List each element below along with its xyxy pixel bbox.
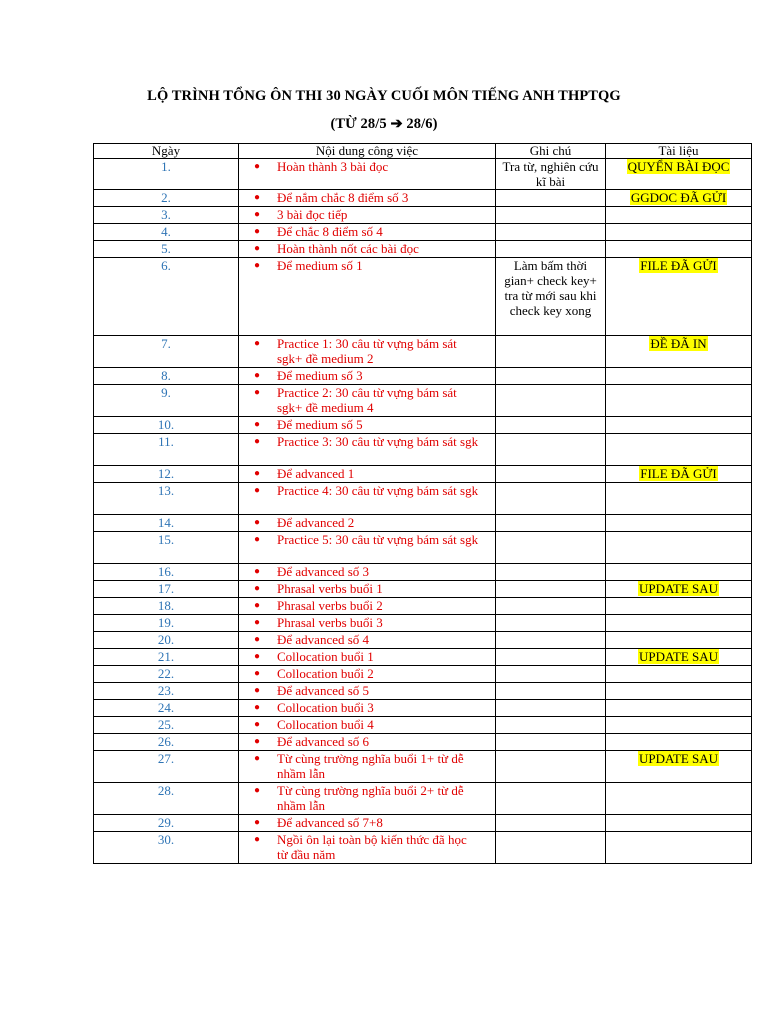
note-cell: [496, 434, 606, 466]
bullet-dot-icon: ●: [253, 817, 260, 828]
table-row: [94, 581, 752, 598]
header-note: Ghi chú: [496, 144, 606, 159]
note-cell: [496, 683, 606, 700]
task-cell: [239, 832, 496, 864]
bullet-dot-icon: ●: [253, 226, 260, 237]
task-cell: [239, 336, 496, 368]
table-row: [94, 666, 752, 683]
day-number: 28.: [94, 783, 239, 815]
task-text: Để advanced 1: [277, 466, 355, 481]
doc-cell: [606, 385, 752, 417]
doc-cell: [606, 434, 752, 466]
day-number: 22.: [94, 666, 239, 683]
task-text: 3 bài đọc tiếp: [277, 207, 348, 222]
table-row: [94, 385, 752, 417]
day-number: 13.: [94, 483, 239, 515]
day-number: 23.: [94, 683, 239, 700]
document-subtitle: (TỪ 28/5 ➔ 28/6): [330, 116, 438, 132]
task-text: Collocation buổi 2: [277, 666, 374, 681]
day-number: 29.: [94, 815, 239, 832]
doc-cell: [606, 564, 752, 581]
doc-cell: [606, 649, 752, 666]
doc-cell: [606, 207, 752, 224]
table-row: [94, 224, 752, 241]
task-cell: [239, 532, 496, 564]
note-cell: [496, 241, 606, 258]
day-number: 17.: [94, 581, 239, 598]
table-row: [94, 368, 752, 385]
task-text: Phrasal verbs buổi 3: [277, 615, 383, 630]
task-cell: [239, 815, 496, 832]
header-task: Nội dung công việc: [239, 144, 496, 159]
day-number: 30.: [94, 832, 239, 864]
table-header-row: [94, 144, 752, 159]
doc-status-highlight: FILE ĐÃ GỬI: [640, 258, 717, 273]
day-number: 6.: [94, 258, 239, 336]
day-number: 18.: [94, 598, 239, 615]
task-text: Phrasal verbs buổi 1: [277, 581, 383, 596]
doc-cell: [606, 483, 752, 515]
bullet-dot-icon: ●: [253, 617, 260, 628]
task-text: Hoàn thành nốt các bài đọc: [277, 241, 419, 256]
bullet-dot-icon: ●: [253, 161, 260, 172]
note-cell: [496, 466, 606, 483]
table-row: [94, 815, 752, 832]
note-cell: [496, 832, 606, 864]
bullet-dot-icon: ●: [253, 436, 260, 447]
table-row: [94, 734, 752, 751]
task-text: Để chắc 8 điểm số 4: [277, 224, 383, 239]
task-cell: [239, 241, 496, 258]
table-row: [94, 683, 752, 700]
note-cell: [496, 632, 606, 649]
task-text: Phrasal verbs buổi 2: [277, 598, 383, 613]
doc-cell: [606, 683, 752, 700]
table-row: [94, 515, 752, 532]
task-cell: [239, 632, 496, 649]
note-cell: [496, 700, 606, 717]
doc-status-highlight: QUYỂN BÀI ĐỌC: [627, 159, 730, 174]
bullet-dot-icon: ●: [253, 419, 260, 430]
doc-cell: [606, 258, 752, 336]
bullet-dot-icon: ●: [253, 338, 260, 349]
bullet-dot-icon: ●: [253, 566, 260, 577]
bullet-dot-icon: ●: [253, 753, 260, 764]
note-cell: [496, 368, 606, 385]
note-cell: [496, 783, 606, 815]
bullet-dot-icon: ●: [253, 834, 260, 845]
task-cell: [239, 368, 496, 385]
day-number: 12.: [94, 466, 239, 483]
task-text: Để advanced số 3: [277, 564, 370, 579]
table-row: [94, 832, 752, 864]
task-cell: [239, 207, 496, 224]
bullet-dot-icon: ●: [253, 243, 260, 254]
note-cell: [496, 190, 606, 207]
bullet-dot-icon: ●: [253, 685, 260, 696]
bullet-dot-icon: ●: [253, 719, 260, 730]
doc-cell: [606, 700, 752, 717]
note-cell: [496, 224, 606, 241]
note-cell: [496, 598, 606, 615]
task-cell: [239, 751, 496, 783]
note-cell: [496, 532, 606, 564]
table-row: [94, 483, 752, 515]
doc-cell: [606, 717, 752, 734]
schedule-table: [93, 143, 752, 864]
doc-cell: [606, 159, 752, 190]
header-doc: Tài liệu: [606, 144, 752, 159]
day-number: 10.: [94, 417, 239, 434]
task-cell: [239, 515, 496, 532]
day-number: 27.: [94, 751, 239, 783]
bullet-dot-icon: ●: [253, 583, 260, 594]
bullet-dot-icon: ●: [253, 192, 260, 203]
task-text: Ngồi ôn lại toàn bộ kiến thức đã học từ đầu năm: [277, 832, 467, 862]
task-text: Từ cùng trường nghĩa buổi 2+ từ dễ nhầm lẫn: [277, 783, 464, 813]
task-text: Practice 4: 30 câu từ vựng bám sát sgk: [277, 483, 479, 498]
note-cell: [496, 581, 606, 598]
note-cell: Làm bấm thời gian+ check key+ tra từ mới sau khi check key xong: [496, 258, 606, 336]
note-cell: [496, 207, 606, 224]
day-number: 3.: [94, 207, 239, 224]
bullet-dot-icon: ●: [253, 736, 260, 747]
doc-status-highlight: UPDATE SAU: [638, 581, 719, 596]
doc-cell: [606, 815, 752, 832]
task-text: Practice 1: 30 câu từ vựng bám sát sgk+ đề medium 2: [277, 336, 457, 366]
doc-cell: [606, 417, 752, 434]
doc-cell: [606, 734, 752, 751]
day-number: 24.: [94, 700, 239, 717]
doc-cell: [606, 666, 752, 683]
bullet-dot-icon: ●: [253, 517, 260, 528]
day-number: 9.: [94, 385, 239, 417]
doc-cell: [606, 581, 752, 598]
bullet-dot-icon: ●: [253, 668, 260, 679]
table-row: [94, 700, 752, 717]
doc-status-highlight: FILE ĐÃ GỬI: [640, 466, 717, 481]
doc-cell: [606, 598, 752, 615]
day-number: 21.: [94, 649, 239, 666]
task-text: Để medium số 1: [277, 258, 363, 273]
task-text: Collocation buổi 4: [277, 717, 374, 732]
note-cell: [496, 717, 606, 734]
day-number: 8.: [94, 368, 239, 385]
task-text: Để medium số 3: [277, 368, 363, 383]
day-number: 19.: [94, 615, 239, 632]
task-text: Practice 3: 30 câu từ vựng bám sát sgk: [277, 434, 479, 449]
bullet-dot-icon: ●: [253, 651, 260, 662]
doc-status-highlight: ĐỀ ĐÃ IN: [650, 336, 707, 351]
day-number: 20.: [94, 632, 239, 649]
bullet-dot-icon: ●: [253, 600, 260, 611]
task-cell: [239, 159, 496, 190]
note-cell: [496, 515, 606, 532]
document-title: LỘ TRÌNH TỔNG ÔN THI 30 NGÀY CUỐI MÔN TIẾNG ANH THPTQG: [147, 88, 621, 104]
doc-cell: [606, 241, 752, 258]
task-cell: [239, 466, 496, 483]
table-row: [94, 649, 752, 666]
task-text: Từ cùng trường nghĩa buổi 1+ từ dễ nhầm lẫn: [277, 751, 464, 781]
note-cell: [496, 649, 606, 666]
bullet-dot-icon: ●: [253, 468, 260, 479]
bullet-dot-icon: ●: [253, 534, 260, 545]
table-row: [94, 615, 752, 632]
header-day: Ngày: [94, 144, 239, 159]
task-cell: [239, 434, 496, 466]
table-row: [94, 632, 752, 649]
task-cell: [239, 581, 496, 598]
day-number: 16.: [94, 564, 239, 581]
table-row: [94, 434, 752, 466]
table-row: [94, 159, 752, 190]
day-number: 5.: [94, 241, 239, 258]
task-cell: [239, 258, 496, 336]
note-cell: [496, 417, 606, 434]
doc-cell: [606, 832, 752, 864]
task-text: Collocation buổi 3: [277, 700, 374, 715]
task-cell: [239, 649, 496, 666]
bullet-dot-icon: ●: [253, 634, 260, 645]
day-number: 14.: [94, 515, 239, 532]
table-row: [94, 783, 752, 815]
doc-cell: [606, 615, 752, 632]
task-cell: [239, 615, 496, 632]
note-cell: [496, 385, 606, 417]
doc-status-highlight: UPDATE SAU: [638, 751, 719, 766]
day-number: 26.: [94, 734, 239, 751]
note-cell: [496, 336, 606, 368]
note-cell: [496, 734, 606, 751]
doc-status-highlight: GGDOC ĐÃ GỬI: [630, 190, 727, 205]
task-cell: [239, 417, 496, 434]
table-row: [94, 258, 752, 336]
task-text: Để advanced số 5: [277, 683, 370, 698]
bullet-dot-icon: ●: [253, 485, 260, 496]
doc-cell: [606, 532, 752, 564]
doc-cell: [606, 336, 752, 368]
task-cell: [239, 598, 496, 615]
task-text: Để advanced số 4: [277, 632, 370, 647]
bullet-dot-icon: ●: [253, 260, 260, 271]
note-cell: [496, 815, 606, 832]
table-row: [94, 190, 752, 207]
table-row: [94, 417, 752, 434]
task-cell: [239, 224, 496, 241]
task-cell: [239, 385, 496, 417]
day-number: 4.: [94, 224, 239, 241]
task-cell: [239, 734, 496, 751]
bullet-dot-icon: ●: [253, 370, 260, 381]
table-row: [94, 241, 752, 258]
day-number: 25.: [94, 717, 239, 734]
note-cell: [496, 483, 606, 515]
task-text: Practice 5: 30 câu từ vựng bám sát sgk: [277, 532, 479, 547]
task-cell: [239, 700, 496, 717]
doc-cell: [606, 466, 752, 483]
doc-cell: [606, 632, 752, 649]
bullet-dot-icon: ●: [253, 387, 260, 398]
task-text: Collocation buổi 1: [277, 649, 374, 664]
table-row: [94, 207, 752, 224]
task-cell: [239, 483, 496, 515]
doc-cell: [606, 368, 752, 385]
task-cell: [239, 564, 496, 581]
table-row: [94, 598, 752, 615]
task-text: Để nắm chắc 8 điểm số 3: [277, 190, 409, 205]
day-number: 15.: [94, 532, 239, 564]
task-cell: [239, 783, 496, 815]
schedule-rows: [94, 159, 752, 864]
note-cell: [496, 615, 606, 632]
day-number: 2.: [94, 190, 239, 207]
table-row: [94, 336, 752, 368]
day-number: 11.: [94, 434, 239, 466]
table-row: [94, 751, 752, 783]
task-cell: [239, 717, 496, 734]
task-text: Để advanced số 6: [277, 734, 370, 749]
bullet-dot-icon: ●: [253, 702, 260, 713]
note-cell: [496, 666, 606, 683]
doc-cell: [606, 751, 752, 783]
table-row: [94, 717, 752, 734]
task-text: Practice 2: 30 câu từ vựng bám sát sgk+ đề medium 4: [277, 385, 457, 415]
note-cell: [496, 751, 606, 783]
table-row: [94, 532, 752, 564]
doc-cell: [606, 224, 752, 241]
table-row: [94, 564, 752, 581]
task-cell: [239, 190, 496, 207]
doc-cell: [606, 190, 752, 207]
day-number: 1.: [94, 159, 239, 190]
task-text: Để advanced số 7+8: [277, 815, 383, 830]
task-cell: [239, 666, 496, 683]
task-text: Để medium số 5: [277, 417, 363, 432]
task-cell: [239, 683, 496, 700]
doc-status-highlight: UPDATE SAU: [638, 649, 719, 664]
bullet-dot-icon: ●: [253, 209, 260, 220]
bullet-dot-icon: ●: [253, 785, 260, 796]
note-cell: Tra từ, nghiên cứu kĩ bài: [496, 159, 606, 190]
task-text: Để advanced 2: [277, 515, 355, 530]
task-text: Hoàn thành 3 bài đọc: [277, 159, 389, 174]
note-cell: [496, 564, 606, 581]
doc-cell: [606, 515, 752, 532]
doc-cell: [606, 783, 752, 815]
day-number: 7.: [94, 336, 239, 368]
table-row: [94, 466, 752, 483]
